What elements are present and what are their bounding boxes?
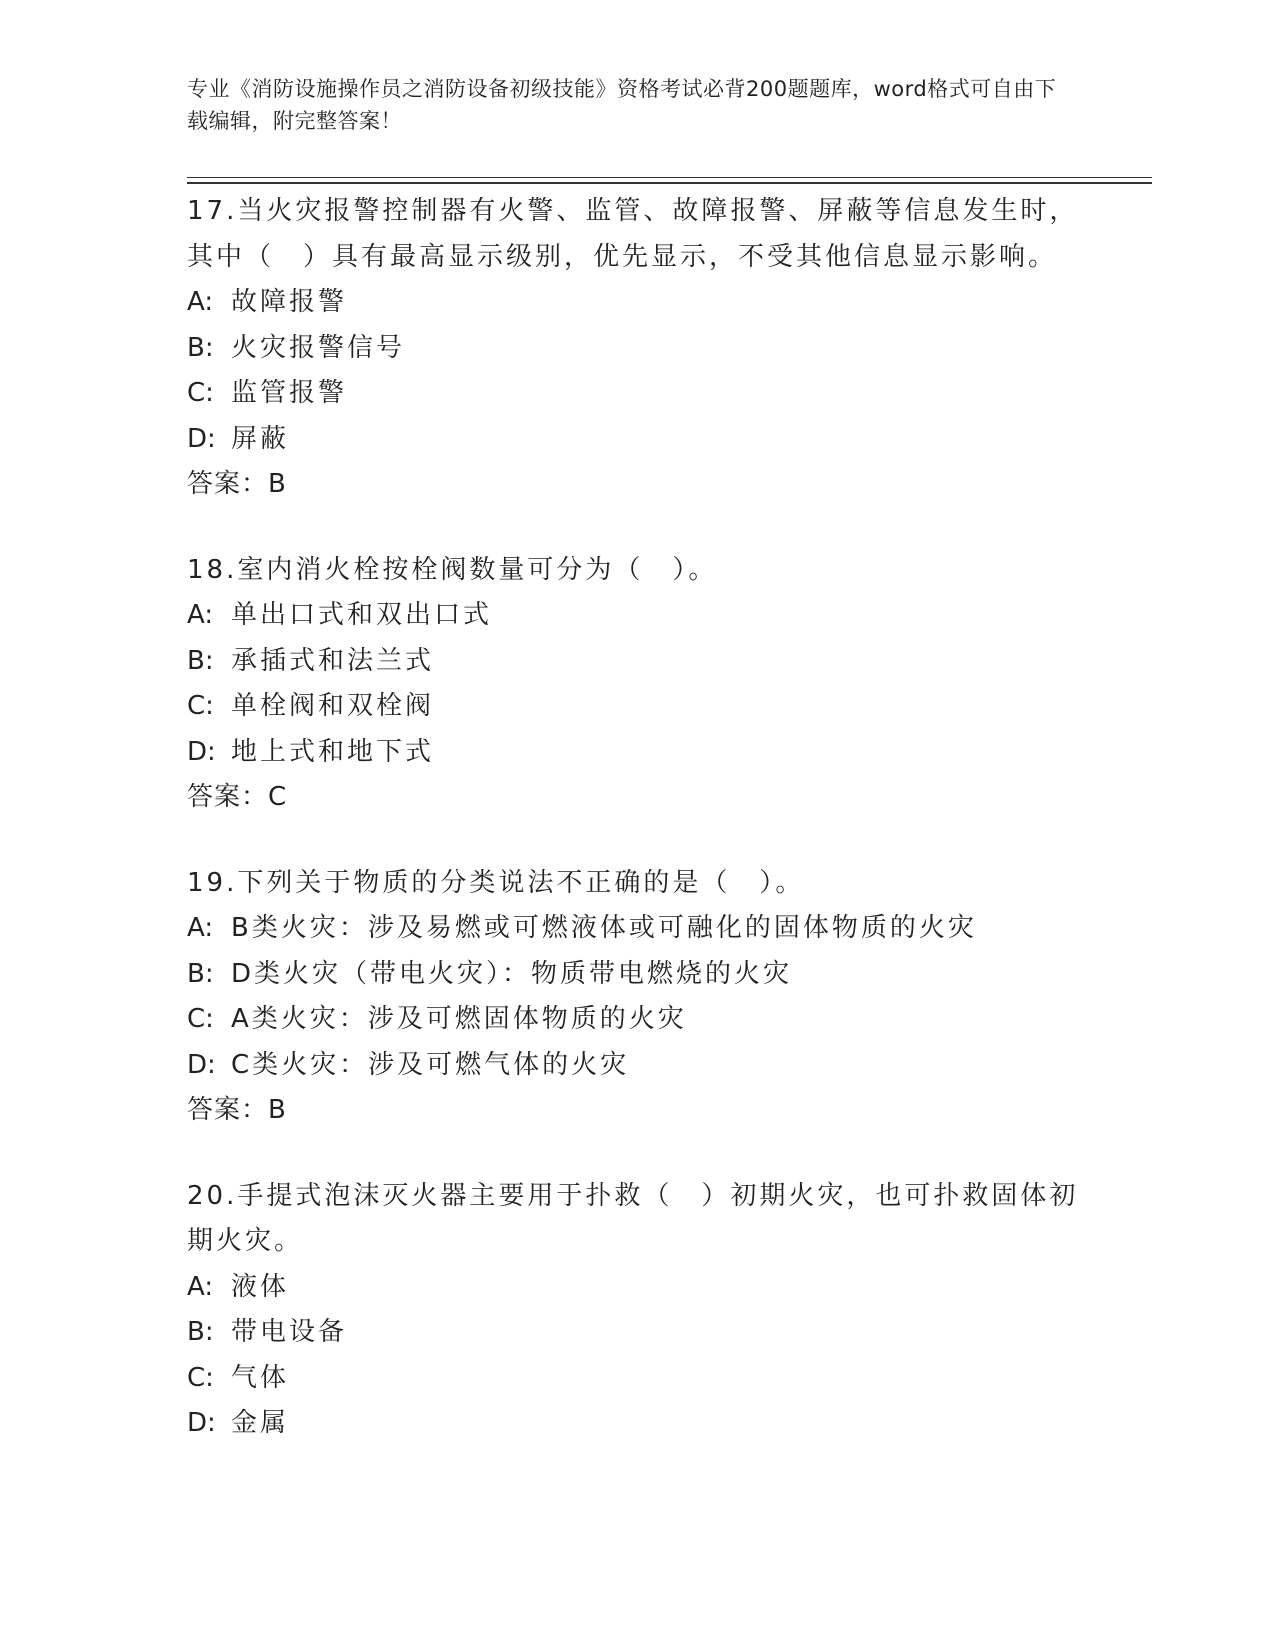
option-letter: C: [187,378,214,408]
option-text: 单出口式和双出口式 [231,600,493,630]
question-20 [187,1174,1087,1447]
option-text: B类火灾：涉及易燃或可燃液体或可融化的固体物质的火灾 [231,913,977,943]
option-b [187,326,1087,372]
option-text: 承插式和法兰式 [231,645,435,676]
option-b [187,639,1087,685]
option-c [187,997,1087,1043]
question-text: 20.手提式泡沫灭火器主要用于扑救（ ）初期火灾，也可扑救固体初期火灾。 [187,1180,1079,1256]
option-text: 故障报警 [231,287,348,317]
option-text: D类火灾（带电火灾）：物质带电燃烧的火灾 [231,958,793,989]
option-a [187,593,1087,639]
option-text: C类火灾：涉及可燃气体的火灾 [231,1049,630,1080]
option-letter: D: [187,1408,216,1438]
option-letter: C: [187,1362,214,1393]
header-divider-thick [187,182,1152,184]
option-c [187,684,1087,730]
option-c [187,371,1087,417]
option-text: 带电设备 [231,1317,348,1347]
answer-line: 答案：B [187,1095,287,1125]
option-text: 地上式和地下式 [231,736,435,767]
option-letter: B: [187,332,214,363]
option-text: 屏蔽 [231,423,290,454]
question-text: 17.当火灾报警控制器有火警、监管、故障报警、屏蔽等信息发生时，其中（ ）具有最高显示级别，优先显示，不受其他信息显示影响。 [187,196,1079,272]
option-d [187,730,1087,776]
option-a [187,906,1087,952]
option-text: 监管报警 [231,378,348,408]
option-letter: B: [187,645,214,676]
option-d [187,417,1087,463]
answer-line: 答案：B [187,469,287,499]
option-c [187,1356,1087,1402]
option-letter: D: [187,736,216,767]
answer-line: 答案：C [187,782,288,812]
option-text: 火灾报警信号 [231,332,406,363]
question-list [187,189,1087,1487]
option-text: 气体 [231,1362,290,1393]
option-a [187,1265,1087,1311]
option-text: A类火灾：涉及可燃固体物质的火灾 [231,1004,687,1034]
question-19 [187,861,1087,1134]
option-text: 金属 [231,1408,290,1438]
question-text: 18.室内消火栓按栓阀数量可分为（ ）。 [187,554,718,585]
option-letter: B: [187,958,214,989]
option-d [187,1043,1087,1089]
option-letter: A: [187,600,214,630]
question-18 [187,548,1087,821]
document-header: 专业《消防设施操作员之消防设备初级技能》资格考试必背200题题库，word格式可自由下载编辑，附完整答案！ [187,77,1057,133]
question-text: 19.下列关于物质的分类说法不正确的是（ ）。 [187,867,805,898]
option-letter: C: [187,1004,214,1034]
option-b [187,952,1087,998]
option-text: 液体 [231,1271,290,1302]
option-letter: B: [187,1317,214,1347]
option-letter: A: [187,913,214,943]
option-a [187,280,1087,326]
option-text: 单栓阀和双栓阀 [231,691,435,721]
option-b [187,1310,1087,1356]
option-letter: C: [187,691,214,721]
header-divider-thin [187,177,1152,178]
option-d [187,1401,1087,1447]
option-letter: A: [187,287,214,317]
option-letter: D: [187,423,216,454]
option-letter: A: [187,1271,214,1302]
question-17 [187,189,1087,508]
option-letter: D: [187,1049,216,1080]
